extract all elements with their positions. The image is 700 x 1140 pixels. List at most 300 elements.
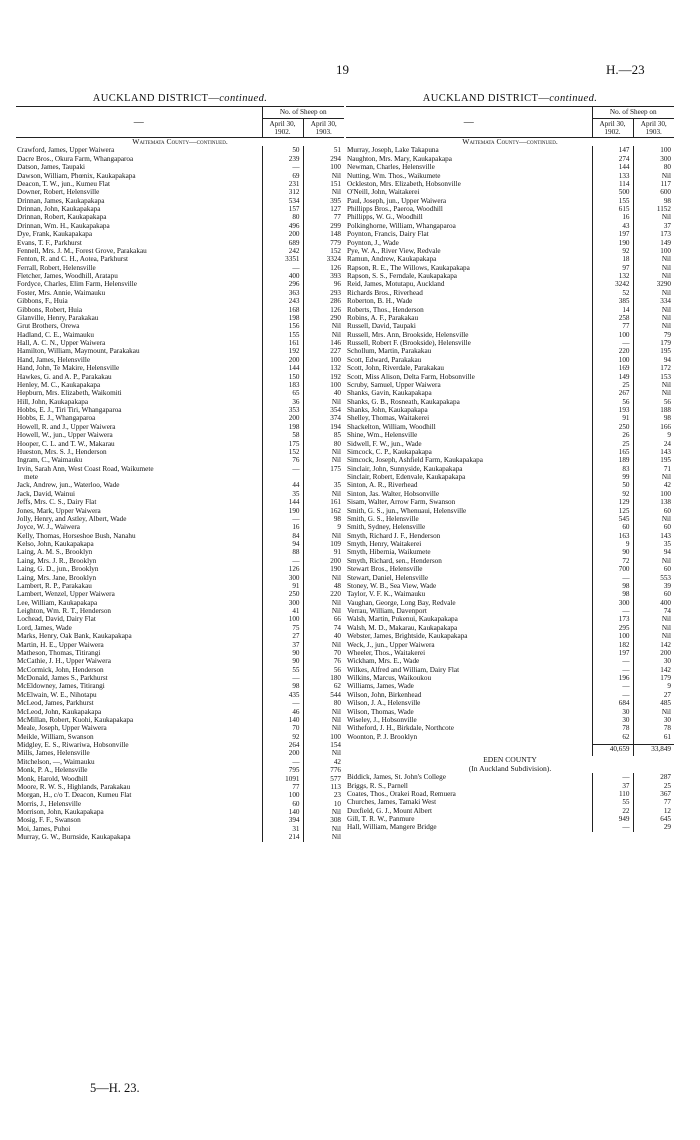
owner-name: McCormick, John, Henderson <box>17 665 104 674</box>
sheep-1902: — <box>262 163 303 171</box>
owner-name: Crawford, James, Upper Waiwera <box>17 146 115 155</box>
owner-name: Smith, G. S., jun., Whenuaui, Helensville <box>347 506 467 515</box>
owner-name: Kelso, John, Kaukapakapa <box>17 540 94 548</box>
table-row <box>346 289 674 297</box>
sheep-1902: — <box>592 666 633 674</box>
table-row <box>346 448 674 456</box>
sheep-1902: 84 <box>262 532 303 540</box>
table-row <box>346 180 674 188</box>
sheep-1903: 152 <box>303 247 344 255</box>
sheep-1902: 100 <box>592 331 633 339</box>
sheep-1902: — <box>262 515 303 523</box>
owner-name: mete <box>24 473 38 481</box>
sheep-1903: 400 <box>633 599 674 607</box>
sheep-1902: 97 <box>592 264 633 272</box>
owner-name: Roberts, Thos., Henderson <box>347 305 424 314</box>
sheep-1902: 129 <box>592 498 633 506</box>
table-row <box>16 356 344 364</box>
sheep-1902: — <box>592 682 633 690</box>
owner-name: McLeod, John, Kaukapakapa <box>17 707 102 716</box>
sheep-1902: 144 <box>262 364 303 372</box>
owner-name: Foster, Mrs. Annie, Waimauku <box>17 288 106 297</box>
sheep-1903: 1152 <box>633 205 674 213</box>
sheep-1902: 312 <box>262 188 303 196</box>
sheep-1902: 69 <box>262 172 303 180</box>
owner-name: Nutting, Wm. Thos., Waikumete <box>347 171 441 180</box>
sheep-1902: 56 <box>592 398 633 406</box>
sheep-1903: 100 <box>633 146 674 154</box>
sheep-1903: 40 <box>303 632 344 640</box>
sheep-1902: 274 <box>592 155 633 163</box>
sheep-1903: 100 <box>303 381 344 389</box>
sheep-1903: Nil <box>303 724 344 732</box>
sheep-1902: 50 <box>592 481 633 489</box>
owner-name: Russell, Robert F. (Brookside), Helensville <box>347 339 471 347</box>
owner-name: Pye, W. A., River View, Redvale <box>347 246 441 255</box>
table-body <box>346 138 674 832</box>
table-row <box>346 423 674 431</box>
sheep-1903: 80 <box>303 699 344 707</box>
sheep-1903: Nil <box>633 473 674 481</box>
sheep-1902: 50 <box>262 146 303 154</box>
table-row <box>346 280 674 288</box>
sheep-1902: 155 <box>262 331 303 339</box>
table-row <box>16 582 344 590</box>
sheep-1903: 113 <box>303 783 344 791</box>
sheep-1903: 142 <box>633 641 674 649</box>
owner-name: Scott, Edward, Parakakau <box>347 355 422 364</box>
table-row <box>16 331 344 339</box>
county-heading <box>346 756 674 764</box>
owner-name: Hand, James, Helensville <box>17 355 91 364</box>
sheep-1902: 92 <box>592 247 633 255</box>
owner-name: Lambert, R. P., Parakakau <box>17 581 92 590</box>
table-row <box>16 398 344 406</box>
sheep-1902: 37 <box>592 782 633 790</box>
sheep-1902: 9 <box>592 540 633 548</box>
owner-name: Lee, William, Kaukapakapa <box>17 598 98 607</box>
sheep-1903: 79 <box>633 331 674 339</box>
sheep-1903: Nil <box>303 716 344 724</box>
owner-name: Smith, G. S., Helensville <box>347 514 419 523</box>
year-1903-header: April 30, 1903. <box>633 119 674 138</box>
sheep-1903: 126 <box>303 306 344 314</box>
sheep-1902: 183 <box>262 381 303 389</box>
sheep-1902: 198 <box>262 314 303 322</box>
owner-name: Henley, M. C., Kaukapakapa <box>17 380 101 389</box>
sheep-1903: Nil <box>633 289 674 297</box>
sheep-1902: — <box>262 758 303 766</box>
table-row <box>16 373 344 381</box>
sheep-1903: 80 <box>633 163 674 171</box>
table-row <box>346 632 674 640</box>
table-row <box>16 624 344 632</box>
sheep-1903: 146 <box>303 339 344 347</box>
owner-name: Jack, David, Wainui <box>17 489 75 498</box>
table-row <box>346 666 674 674</box>
owner-name: McElwain, W. E., Nihotapu <box>17 690 97 699</box>
table-row <box>16 205 344 213</box>
sheep-1903: Nil <box>633 381 674 389</box>
sheep-1903: Nil <box>633 213 674 221</box>
owner-name: Datson, James, Taupaki <box>17 163 86 172</box>
sheep-1903: 395 <box>303 197 344 205</box>
sheep-1903: 166 <box>633 423 674 431</box>
owner-name: Hall, A. C. N., Upper Waiwera <box>17 339 106 347</box>
sheep-1903: 30 <box>633 716 674 724</box>
sheep-1903: Nil <box>303 188 344 196</box>
sheep-1902: 90 <box>262 657 303 665</box>
sheep-1903: 553 <box>633 574 674 582</box>
owner-name: Stewart, Daniel, Helensville <box>347 573 429 582</box>
table-row <box>346 297 674 305</box>
table-row <box>16 498 344 506</box>
owner-name: Murray, Joseph, Lake Takapuna <box>347 146 439 155</box>
table-row <box>346 548 674 556</box>
sheep-1903: Nil <box>633 515 674 523</box>
sheep-1902: 99 <box>592 473 633 481</box>
owner-name: Hobbs, E. J., Whangaparoa <box>17 414 96 423</box>
table-row <box>346 481 674 489</box>
table-row <box>16 816 344 824</box>
sheep-table-right <box>346 106 674 832</box>
table-row <box>346 230 674 238</box>
table-row <box>16 733 344 741</box>
sheep-1903: Nil <box>633 255 674 263</box>
sheep-1903: 287 <box>633 773 674 781</box>
sheep-1903: Nil <box>303 490 344 498</box>
sheep-1902: 37 <box>262 641 303 649</box>
sheep-1902: 72 <box>592 557 633 565</box>
owner-name: Morrison, John, Kaukapakapa <box>17 808 104 816</box>
footer-reference: 5—H. 23. <box>90 1081 140 1095</box>
sheep-1903: 98 <box>633 197 674 205</box>
sheep-1902: 62 <box>592 733 633 741</box>
county-heading-text: Waitemata County—continued. <box>462 137 558 146</box>
sheep-1902: — <box>262 557 303 565</box>
sheep-1902: 140 <box>262 808 303 816</box>
owner-name: Sinton, A. R., Riverhead <box>347 481 418 490</box>
sheep-1902: 231 <box>262 180 303 188</box>
table-row <box>16 389 344 397</box>
sheep-1903: 188 <box>633 406 674 414</box>
owner-name: Ferrall, Robert, Helensville <box>17 263 96 272</box>
table-row <box>346 255 674 263</box>
table-row <box>16 833 344 841</box>
owner-name: Fletcher, James, Woodhill, Aratapu <box>17 272 118 280</box>
owner-name: Shanks, G. B., Rosneath, Kaukapakapa <box>347 397 460 406</box>
table-row <box>16 548 344 556</box>
sheep-1903: 577 <box>303 775 344 783</box>
total-row <box>346 745 674 754</box>
sheep-1903: 299 <box>303 222 344 230</box>
sheep-1902: — <box>592 607 633 615</box>
table-row <box>16 791 344 799</box>
owner-name: Russell, David, Taupaki <box>347 322 416 331</box>
sheep-1902: 14 <box>592 306 633 314</box>
sheep-1902: 110 <box>592 790 633 798</box>
table-row <box>346 188 674 196</box>
sheep-1902: 500 <box>592 188 633 196</box>
sheep-1903: 77 <box>303 213 344 221</box>
table-row <box>16 289 344 297</box>
sheep-1902: 91 <box>592 414 633 422</box>
county-heading-text: Waitemata County—continued. <box>132 137 228 146</box>
owner-name: Fenton, R. and C. H., Aotea, Parkhurst <box>17 255 128 264</box>
sheep-1903: 80 <box>303 440 344 448</box>
owner-name: Stoney, W. B., Sea View, Wade <box>347 581 437 590</box>
sheep-1903: 227 <box>303 347 344 355</box>
sheep-1903: 56 <box>633 398 674 406</box>
owner-name: Laing, A. M. S., Brooklyn <box>17 548 93 557</box>
owner-name: Shine, Wm., Helensville <box>347 431 418 440</box>
sheep-1902: 98 <box>262 682 303 690</box>
sheep-1902: 200 <box>262 749 303 757</box>
table-row <box>346 823 674 831</box>
sheep-1903: 48 <box>303 582 344 590</box>
sheep-1903: 126 <box>303 264 344 272</box>
sheep-1902: 92 <box>592 490 633 498</box>
sheep-1903: 200 <box>303 557 344 565</box>
sheep-1903: 33,849 <box>633 745 674 754</box>
sheep-1903: Nil <box>303 574 344 582</box>
table-row <box>16 364 344 372</box>
sheep-1902: 435 <box>262 691 303 699</box>
sheep-1903: 173 <box>633 230 674 238</box>
owner-name: Rapson, S. S., Ferndale, Kaukapakapa <box>347 272 457 280</box>
table-row <box>346 515 674 523</box>
table-row <box>346 574 674 582</box>
sheep-1903: 334 <box>633 297 674 305</box>
sheep-1902: 353 <box>262 406 303 414</box>
sheep-1902: 92 <box>262 733 303 741</box>
sheep-1903: 300 <box>633 155 674 163</box>
owner-name: Briggs, R. S., Parnell <box>347 781 408 790</box>
sheep-1903: 367 <box>633 790 674 798</box>
sheep-1903: 66 <box>303 615 344 623</box>
owner-name: Biddick, James, St. John's College <box>347 773 446 782</box>
sheep-1903: Nil <box>303 331 344 339</box>
sheep-1902: 363 <box>262 289 303 297</box>
sheep-1903: 9 <box>303 523 344 531</box>
sheep-1902: 133 <box>592 172 633 180</box>
owner-name: Dawson, William, Phœnix, Kaukapakapa <box>17 171 136 180</box>
owner-name: Wilson, John, Birkenhead <box>347 690 422 699</box>
sheep-1903: 100 <box>303 163 344 171</box>
table-row <box>346 773 674 781</box>
owner-name: Smyth, Hibernia, Waikumete <box>347 548 431 557</box>
county-heading <box>16 138 344 147</box>
sheep-1902: 100 <box>592 632 633 640</box>
table-row <box>16 172 344 180</box>
table-row <box>346 465 674 473</box>
sheep-1902: 214 <box>262 833 303 841</box>
owner-name <box>346 745 592 754</box>
table-row <box>346 146 674 154</box>
owner-name: Shackelton, William, Woodhill <box>347 422 436 431</box>
sheep-1903: 60 <box>633 590 674 598</box>
table-row <box>346 641 674 649</box>
table-row <box>346 172 674 180</box>
table-row <box>346 498 674 506</box>
owner-name: Wilson, Thomas, Wade <box>347 707 414 716</box>
owner-name: Gill, T. R. W., Panmure <box>347 815 415 823</box>
sheep-1902: 795 <box>262 766 303 774</box>
owner-name: Grut Brothers, Orewa <box>17 322 80 331</box>
table-row <box>346 247 674 255</box>
owner-name: Hooper, C. L. and T. W., Makarau <box>17 439 115 448</box>
table-row <box>16 180 344 188</box>
table-row <box>16 599 344 607</box>
owner-name: Phillipps, W. G., Woodhill <box>347 213 423 222</box>
owner-name: Walsh, Martin, Pukenui, Kaukapakapa <box>347 615 458 624</box>
table-row <box>16 574 344 582</box>
sheep-1903: 161 <box>303 498 344 506</box>
sheep-1903: 544 <box>303 691 344 699</box>
sheep-1903: 35 <box>633 540 674 548</box>
sheep-1902: — <box>592 657 633 665</box>
owner-name: Coates, Thos., Orakei Road, Remuera <box>347 789 456 798</box>
owner-name: Woonton, P. J. Brooklyn <box>347 732 418 741</box>
sheep-1903: Nil <box>303 448 344 456</box>
table-row <box>16 590 344 598</box>
owner-name: Evans, T. F., Parkhurst <box>17 238 82 247</box>
owner-name: Williams, James, Wade <box>347 682 414 691</box>
sheep-1903: 117 <box>633 180 674 188</box>
sheep-1903: 100 <box>633 490 674 498</box>
table-row <box>16 766 344 774</box>
table-row <box>16 306 344 314</box>
sheep-1903: 179 <box>633 339 674 347</box>
sheep-1903: 76 <box>303 657 344 665</box>
table-row <box>346 582 674 590</box>
table-row <box>346 523 674 531</box>
sheep-1903: 162 <box>303 507 344 515</box>
owner-name: Hobbs, E. J., Tiri Tiri, Whangaparoa <box>17 406 122 414</box>
sheep-1903: Nil <box>633 632 674 640</box>
sheep-1903: 35 <box>303 481 344 489</box>
table-row <box>16 381 344 389</box>
sheep-1902: — <box>262 264 303 272</box>
sheep-1902: 258 <box>592 314 633 322</box>
sheep-1902: 35 <box>262 490 303 498</box>
table-row <box>346 272 674 280</box>
sheep-1902: 55 <box>262 666 303 674</box>
sheep-1903: Nil <box>303 322 344 330</box>
sheep-1902 <box>262 473 303 481</box>
county-heading-text: (In Auckland Subdivision). <box>468 764 552 773</box>
owner-name: Poynton, J., Wade <box>347 238 399 247</box>
owner-name: Webster, James, Brightside, Kaukapakapa <box>347 632 468 641</box>
table-row <box>16 532 344 540</box>
owner-name: Sinton, Jas. Walter, Hobsonville <box>347 489 440 498</box>
table-row <box>16 339 344 347</box>
table-row <box>16 708 344 716</box>
sheep-1903: 25 <box>633 782 674 790</box>
sheep-1903: 61 <box>633 733 674 741</box>
sheep-count-header: No. of Sheep on <box>262 107 344 119</box>
table-row <box>346 197 674 205</box>
sheep-1903: Nil <box>303 808 344 816</box>
table-row <box>16 808 344 816</box>
table-row <box>16 440 344 448</box>
owner-name: Dye, Frank, Kaukapakapa <box>17 230 93 239</box>
owner-name: Shanks, John, Kaukapakapa <box>347 406 428 414</box>
sheep-1903: Nil <box>633 314 674 322</box>
sheep-1903: 149 <box>633 239 674 247</box>
sheep-1902: 150 <box>262 373 303 381</box>
sheep-1903: 194 <box>303 423 344 431</box>
sheep-1903: 127 <box>303 205 344 213</box>
sheep-1902: — <box>262 699 303 707</box>
table-row <box>16 783 344 791</box>
table-row <box>16 155 344 163</box>
owner-name: Hueston, Mrs. S. J., Henderson <box>17 447 107 456</box>
sheep-1903: 9 <box>633 431 674 439</box>
sheep-1902: 152 <box>262 448 303 456</box>
owner-name: McCathie, J. H., Upper Waiwera <box>17 657 111 666</box>
sheep-1902: 98 <box>592 590 633 598</box>
sheep-table-left <box>16 106 344 842</box>
sheep-1903: 600 <box>633 188 674 196</box>
sheep-1902: 3242 <box>592 280 633 288</box>
table-row <box>16 540 344 548</box>
table-row <box>16 682 344 690</box>
table-row <box>16 523 344 531</box>
sheep-1903: Nil <box>633 264 674 272</box>
sheep-1902: 250 <box>262 590 303 598</box>
sheep-1902: — <box>592 823 633 831</box>
sheep-1902: 30 <box>592 708 633 716</box>
table-row <box>16 297 344 305</box>
owner-name: Irvin, Sarah Ann, West Coast Road, Waikumete <box>17 464 154 473</box>
sheep-1902: 140 <box>262 716 303 724</box>
sheep-1903: 485 <box>633 699 674 707</box>
owner-name: Fordyce, Charles, Elim Farm, Helensville <box>17 280 137 289</box>
table-row <box>346 356 674 364</box>
table-row <box>16 264 344 272</box>
sheep-1902: 192 <box>262 347 303 355</box>
table-row <box>346 565 674 573</box>
table-row <box>346 406 674 414</box>
owner-name: Taylor, V. F. K., Waimauku <box>347 590 426 599</box>
sheep-1903: Nil <box>633 172 674 180</box>
table-row <box>346 347 674 355</box>
sheep-1902: 173 <box>592 615 633 623</box>
table-row <box>346 239 674 247</box>
sheep-1903: Nil <box>633 389 674 397</box>
sheep-1903: 308 <box>303 816 344 824</box>
table-row <box>16 632 344 640</box>
table-row <box>346 381 674 389</box>
owner-name: Morgan, H., c/o T. Deacon, Kumeu Flat <box>17 791 132 800</box>
owner-name: Gibbons, Robert, Huia <box>17 305 83 314</box>
sheep-1902: 190 <box>262 507 303 515</box>
owner-name: Murray, G. W., Burnside, Kaukapakapa <box>17 833 131 842</box>
sheep-1902: 197 <box>592 230 633 238</box>
sheep-1903: 77 <box>633 798 674 806</box>
county-heading <box>346 765 674 773</box>
year-1903-header: April 30, 1903. <box>303 119 344 138</box>
table-row <box>16 163 344 171</box>
table-row <box>346 674 674 682</box>
table-row <box>346 691 674 699</box>
owner-name: Midgley, E. S., Riwariwa, Hobsonville <box>17 741 129 749</box>
owner-name: Marks, Henry, Oak Bank, Kaukapakapa <box>17 632 132 641</box>
owner-name: Phillipps Bros., Paeroa, Woodhill <box>347 205 443 213</box>
sheep-1903: Nil <box>303 599 344 607</box>
sheep-1903: Nil <box>633 322 674 330</box>
